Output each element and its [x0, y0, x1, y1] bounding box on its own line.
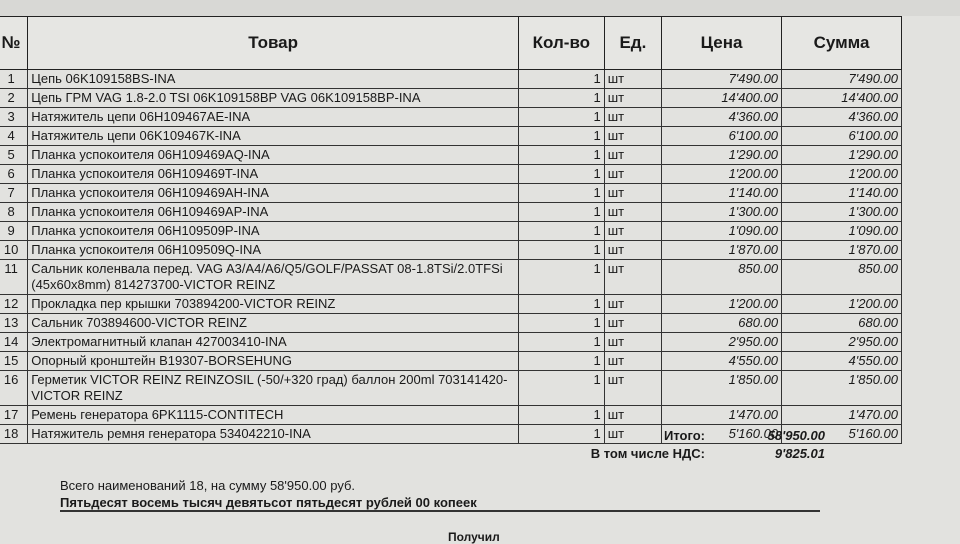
- item-sum: 1'850.00: [782, 371, 902, 406]
- item-name: Натяжитель цепи 06K109467K-INA: [28, 127, 519, 146]
- item-unit: шт: [604, 260, 661, 295]
- row-number: 7: [0, 184, 28, 203]
- item-name: Герметик VICTOR REINZ REINZOSIL (-50/+320 град) баллон 200ml 703141420-VICTOR REINZ: [28, 371, 519, 406]
- item-price: 1'200.00: [662, 295, 782, 314]
- item-name: Прокладка пер крышки 703894200-VICTOR REINZ: [28, 295, 519, 314]
- table-row: [0, 241, 902, 260]
- received-label: Получил: [448, 530, 500, 544]
- table-row: [0, 108, 902, 127]
- item-name: Планка успокоителя 06H109469AQ-INA: [28, 146, 519, 165]
- item-qty: 1: [519, 333, 605, 352]
- table-row: [0, 352, 902, 371]
- item-price: 1'470.00: [662, 406, 782, 425]
- item-sum: 4'550.00: [782, 352, 902, 371]
- item-name: Планка успокоителя 06H109469AP-INA: [28, 203, 519, 222]
- row-number: 9: [0, 222, 28, 241]
- row-number: 10: [0, 241, 28, 260]
- item-qty: 1: [519, 260, 605, 295]
- item-price: 2'950.00: [662, 333, 782, 352]
- item-qty: 1: [519, 108, 605, 127]
- col-sum: Сумма: [782, 17, 902, 70]
- row-number: 16: [0, 371, 28, 406]
- table-row: [0, 371, 902, 406]
- item-qty: 1: [519, 406, 605, 425]
- item-sum: 5'160.00: [782, 425, 902, 444]
- item-unit: шт: [604, 295, 661, 314]
- item-sum: 1'200.00: [782, 295, 902, 314]
- amount-in-words: Пятьдесят восемь тысяч девятьсот пятьдесят рублей 00 копеек: [60, 495, 477, 510]
- table-row: [0, 260, 902, 295]
- item-price: 1'200.00: [662, 165, 782, 184]
- item-price: 1'140.00: [662, 184, 782, 203]
- item-name: Ремень генератора 6PK1115-CONTITECH: [28, 406, 519, 425]
- table-row: [0, 146, 902, 165]
- count-line: Всего наименований 18, на сумму 58'950.00 руб.: [60, 478, 356, 493]
- table-row: [0, 165, 902, 184]
- item-sum: 2'950.00: [782, 333, 902, 352]
- item-name: Опорный кронштейн B19307-BORSEHUNG: [28, 352, 519, 371]
- table-row: [0, 314, 902, 333]
- total-value: 58'950.00: [767, 428, 825, 443]
- item-unit: шт: [604, 70, 661, 89]
- item-price: 1'870.00: [662, 241, 782, 260]
- item-qty: 1: [519, 352, 605, 371]
- item-price: 4'550.00: [662, 352, 782, 371]
- table-row: [0, 89, 902, 108]
- item-qty: 1: [519, 314, 605, 333]
- item-sum: 14'400.00: [782, 89, 902, 108]
- table-header: [0, 17, 902, 70]
- item-qty: 1: [519, 165, 605, 184]
- item-unit: шт: [604, 184, 661, 203]
- item-unit: шт: [604, 146, 661, 165]
- item-sum: 1'300.00: [782, 203, 902, 222]
- item-qty: 1: [519, 203, 605, 222]
- item-qty: 1: [519, 146, 605, 165]
- item-qty: 1: [519, 184, 605, 203]
- item-price: 680.00: [662, 314, 782, 333]
- item-name: Цепь 06K109158BS-INA: [28, 70, 519, 89]
- divider: [60, 510, 820, 512]
- item-name: Электромагнитный клапан 427003410-INA: [28, 333, 519, 352]
- item-name: Сальник коленвала перед. VAG A3/A4/A6/Q5/GOLF/PASSAT 08-1.8TSi/2.0TFSi (45x60x8mm) 814273700-VICTOR REINZ: [28, 260, 519, 295]
- table-row: [0, 127, 902, 146]
- item-qty: 1: [519, 89, 605, 108]
- item-name: Планка успокоителя 06H109469AH-INA: [28, 184, 519, 203]
- item-unit: шт: [604, 314, 661, 333]
- item-unit: шт: [604, 108, 661, 127]
- col-name: Товар: [28, 17, 519, 70]
- item-sum: 1'200.00: [782, 165, 902, 184]
- item-qty: 1: [519, 295, 605, 314]
- item-sum: 1'870.00: [782, 241, 902, 260]
- item-name: Сальник 703894600-VICTOR REINZ: [28, 314, 519, 333]
- row-number: 14: [0, 333, 28, 352]
- item-price: 1'850.00: [662, 371, 782, 406]
- row-number: 1: [0, 70, 28, 89]
- item-unit: шт: [604, 333, 661, 352]
- row-number: 6: [0, 165, 28, 184]
- row-number: 5: [0, 146, 28, 165]
- item-sum: 1'290.00: [782, 146, 902, 165]
- item-price: 850.00: [662, 260, 782, 295]
- item-name: Цепь ГРМ VAG 1.8-2.0 TSI 06K109158BP VAG 06K109158BP-INA: [28, 89, 519, 108]
- vat-label: В том числе НДС:: [590, 446, 705, 461]
- table-row: [0, 70, 902, 89]
- item-price: 1'300.00: [662, 203, 782, 222]
- table-row: [0, 222, 902, 241]
- summary: [60, 478, 477, 510]
- item-qty: 1: [519, 371, 605, 406]
- item-qty: 1: [519, 241, 605, 260]
- total-label: Итого:: [664, 428, 705, 443]
- row-number: 13: [0, 314, 28, 333]
- item-price: 7'490.00: [662, 70, 782, 89]
- col-num: №: [0, 17, 28, 70]
- col-price: Цена: [662, 17, 782, 70]
- row-number: 3: [0, 108, 28, 127]
- item-sum: 1'470.00: [782, 406, 902, 425]
- table-row: [0, 203, 902, 222]
- item-price: 5'160.00: [662, 425, 782, 444]
- col-unit: Ед.: [604, 17, 661, 70]
- item-unit: шт: [604, 371, 661, 406]
- row-number: 11: [0, 260, 28, 295]
- vat-value: 9'825.01: [774, 446, 825, 461]
- item-sum: 7'490.00: [782, 70, 902, 89]
- item-unit: шт: [604, 127, 661, 146]
- item-qty: 1: [519, 70, 605, 89]
- item-qty: 1: [519, 425, 605, 444]
- item-price: 1'090.00: [662, 222, 782, 241]
- item-name: Планка успокоителя 06H109469T-INA: [28, 165, 519, 184]
- item-unit: шт: [604, 203, 661, 222]
- item-qty: 1: [519, 222, 605, 241]
- item-name: Планка успокоителя 06H109509Q-INA: [28, 241, 519, 260]
- row-number: 18: [0, 425, 28, 444]
- item-price: 6'100.00: [662, 127, 782, 146]
- item-sum: 4'360.00: [782, 108, 902, 127]
- item-unit: шт: [604, 89, 661, 108]
- top-edge: [0, 0, 960, 16]
- item-unit: шт: [604, 352, 661, 371]
- table-row: [0, 406, 902, 425]
- item-sum: 1'140.00: [782, 184, 902, 203]
- invoice-table: [0, 16, 902, 444]
- item-sum: 680.00: [782, 314, 902, 333]
- table-row: [0, 333, 902, 352]
- item-unit: шт: [604, 406, 661, 425]
- row-number: 15: [0, 352, 28, 371]
- row-number: 17: [0, 406, 28, 425]
- item-price: 4'360.00: [662, 108, 782, 127]
- totals: [591, 428, 825, 464]
- item-price: 1'290.00: [662, 146, 782, 165]
- col-qty: Кол-во: [519, 17, 605, 70]
- item-name: Натяжитель цепи 06H109467AE-INA: [28, 108, 519, 127]
- row-number: 2: [0, 89, 28, 108]
- item-unit: шт: [604, 241, 661, 260]
- item-sum: 1'090.00: [782, 222, 902, 241]
- item-unit: шт: [604, 165, 661, 184]
- table-row: [0, 295, 902, 314]
- item-price: 14'400.00: [662, 89, 782, 108]
- item-name: Планка успокоителя 06H109509P-INA: [28, 222, 519, 241]
- item-sum: 850.00: [782, 260, 902, 295]
- item-qty: 1: [519, 127, 605, 146]
- row-number: 4: [0, 127, 28, 146]
- table-row: [0, 184, 902, 203]
- row-number: 12: [0, 295, 28, 314]
- item-name: Натяжитель ремня генератора 534042210-INA: [28, 425, 519, 444]
- item-unit: шт: [604, 222, 661, 241]
- item-unit: шт: [604, 425, 661, 444]
- row-number: 8: [0, 203, 28, 222]
- item-sum: 6'100.00: [782, 127, 902, 146]
